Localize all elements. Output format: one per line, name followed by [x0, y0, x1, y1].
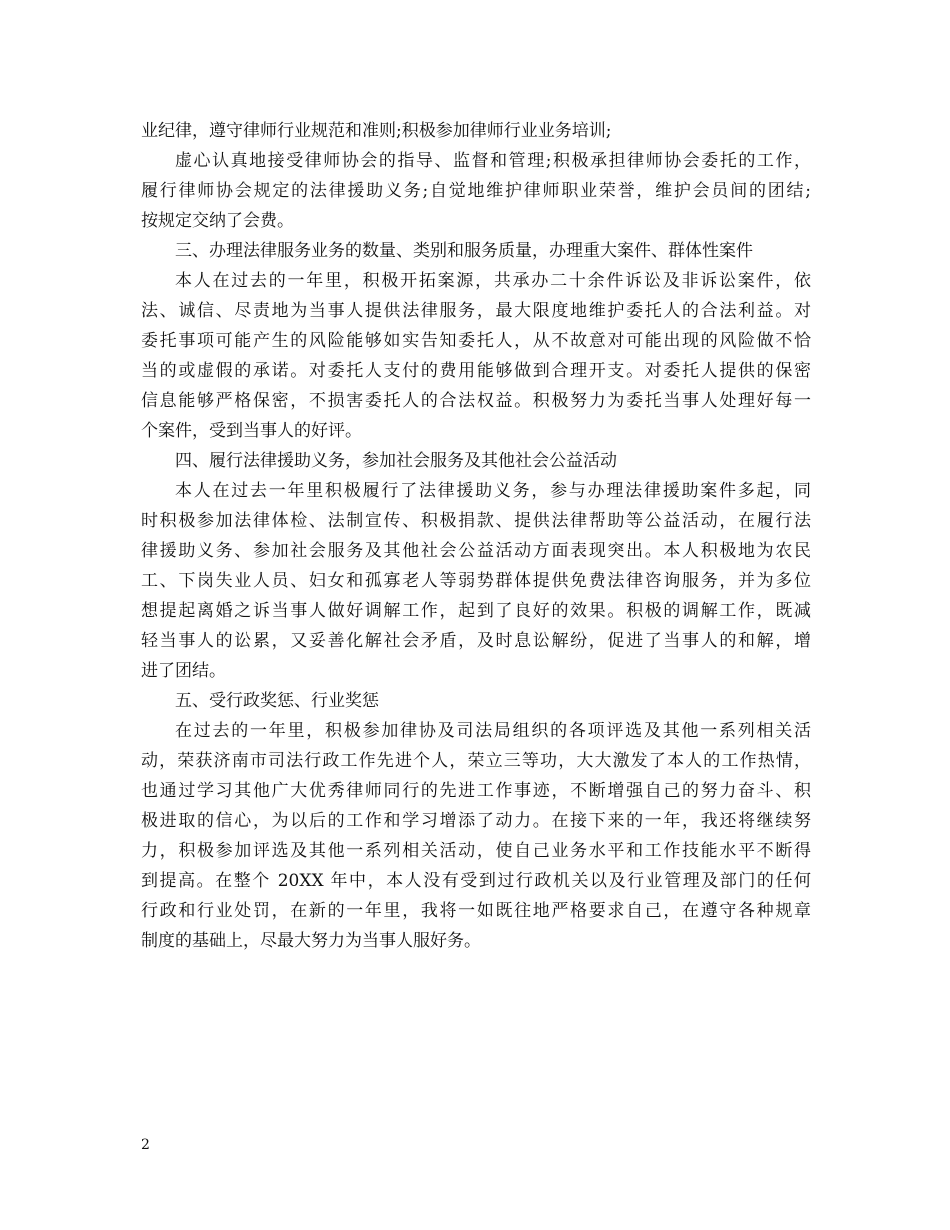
- text-line: 工、下岗失业人员、妇女和孤寡老人等弱势群体提供免费法律咨询服务，并为多位: [141, 571, 811, 591]
- text-line: 信息能够严格保密，不损害委托人的合法权益。积极努力为委托当事人处理好每一: [141, 391, 811, 411]
- text-line: 按规定交纳了会费。: [141, 211, 294, 231]
- text-line: 制度的基础上，尽最大努力为当事人服好务。: [141, 931, 481, 951]
- text-line: 行政和行业处罚，在新的一年里，我将一如既往地严格要求自己，在遵守各种规章: [141, 901, 811, 921]
- text-line: 履行律师协会规定的法律援助义务;自觉地维护律师职业荣誉，维护会员间的团结;: [141, 181, 811, 201]
- text-line: 当的或虚假的承诺。对委托人支付的费用能够做到合理开支。对委托人提供的保密: [141, 361, 811, 381]
- text-line: 四、履行法律援助义务，参加社会服务及其他社会公益活动: [175, 451, 617, 471]
- text-line: 委托事项可能产生的风险能够如实告知委托人，从不故意对可能出现的风险做不恰: [141, 331, 811, 351]
- document-body: [141, 116, 811, 956]
- text-line: 业纪律，遵守律师行业规范和准则;积极参加律师行业业务培训;: [141, 121, 612, 141]
- text-line: 个案件，受到当事人的好评。: [141, 421, 362, 441]
- text-line: 极进取的信心，为以后的工作和学习增添了动力。在接下来的一年，我还将继续努: [141, 811, 811, 831]
- text-line: 律援助义务、参加社会服务及其他社会公益活动方面表现突出。本人积极地为农民: [141, 541, 811, 561]
- text-line: 五、受行政奖惩、行业奖惩: [175, 691, 379, 711]
- text-line: 时积极参加法律体检、法制宣传、积极捐款、提供法律帮助等公益活动，在履行法: [141, 511, 811, 531]
- text-line: 轻当事人的讼累，又妥善化解社会矛盾，及时息讼解纷，促进了当事人的和解，增: [141, 631, 811, 651]
- page-number: 2: [141, 1137, 150, 1153]
- text-line: 本人在过去一年里积极履行了法律援助义务，参与办理法律援助案件多起，同: [175, 481, 811, 501]
- text-line: 到提高。在整个 20XX 年中，本人没有受到过行政机关以及行业管理及部门的任何: [141, 871, 811, 891]
- text-line: 在过去的一年里，积极参加律协及司法局组织的各项评选及其他一系列相关活: [175, 721, 811, 741]
- text-line: 虚心认真地接受律师协会的指导、监督和管理;积极承担律师协会委托的工作，: [175, 151, 811, 171]
- text-line: 力，积极参加评选及其他一系列相关活动，使自己业务水平和工作技能水平不断得: [141, 841, 811, 861]
- text-line: 也通过学习其他广大优秀律师同行的先进工作事迹，不断增强自己的努力奋斗、积: [141, 781, 811, 801]
- text-line: 法、诚信、尽责地为当事人提供法律服务，最大限度地维护委托人的合法利益。对: [141, 301, 811, 321]
- text-line: 想提起离婚之诉当事人做好调解工作，起到了良好的效果。积极的调解工作，既减: [141, 601, 811, 621]
- text-line: 本人在过去的一年里，积极开拓案源，共承办二十余件诉讼及非诉讼案件，依: [175, 271, 811, 291]
- text-line: 三、办理法律服务业务的数量、类别和服务质量，办理重大案件、群体性案件: [175, 241, 753, 261]
- text-line: 动，荣获济南市司法行政工作先进个人，荣立三等功，大大激发了本人的工作热情，: [141, 751, 811, 771]
- text-line: 进了团结。: [141, 661, 226, 681]
